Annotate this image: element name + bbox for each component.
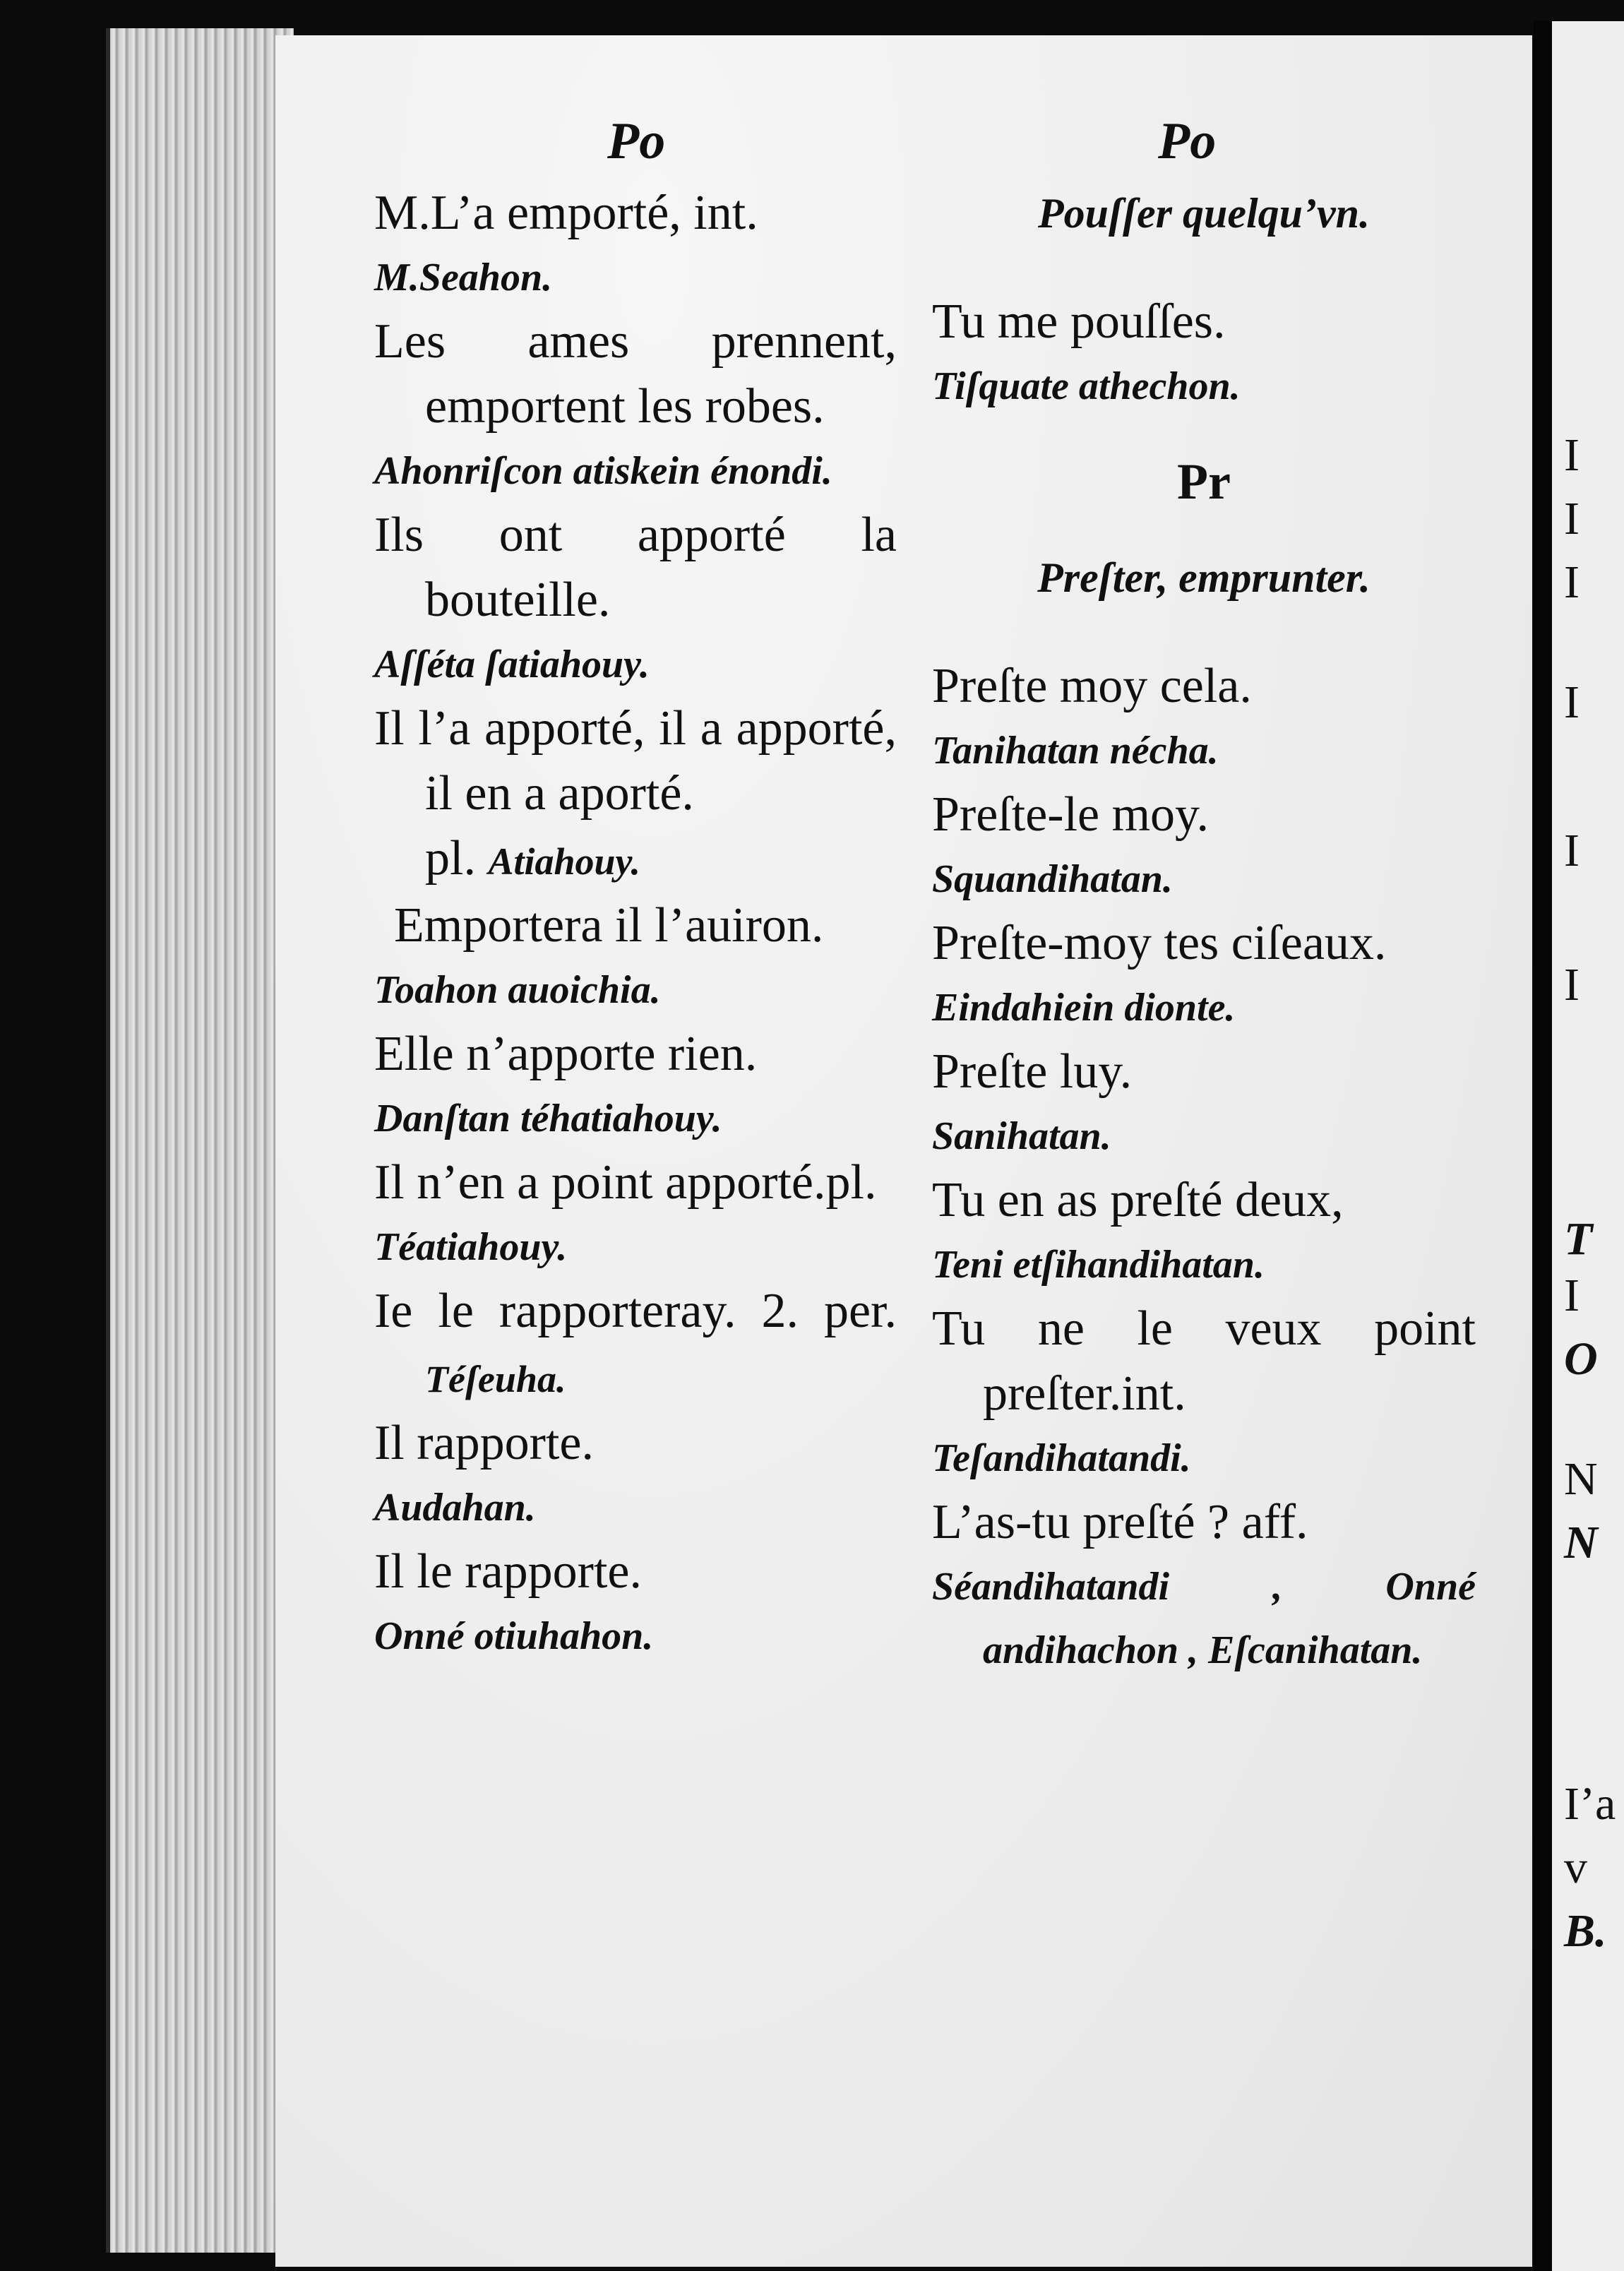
entry-wyandot: Eindahiein dionte. [932,986,1236,1030]
entry-wyandot-inline: Atiahouy. [488,840,641,883]
entry-wyandot: Aſſéta ſatiahouy. [374,643,650,686]
edge-fragment: O [1564,1333,1598,1385]
edge-fragment: B. [1564,1905,1607,1957]
running-head-left: Po [607,112,666,170]
entry-french-text: pl. [425,831,476,886]
entry-wyandot: M.Seahon. [374,256,553,299]
entry-wyandot: Téatiahouy. [374,1225,568,1269]
entry-heading: Pouſſer quelqu’vn. [1038,190,1370,237]
running-head-right: Po [1158,112,1217,170]
entry-heading: Preſter, emprunter. [1037,554,1371,601]
entry-wyandot: Danſtan téhatiahouy. [374,1097,722,1140]
right-column [932,106,1476,1682]
edge-fragment: N [1564,1517,1598,1568]
entry-wyandot: Toahon auoichia. [374,968,661,1012]
entry-french: Emportera il l’auiron. [394,898,824,953]
edge-fragment: I [1564,493,1580,544]
entry-french: Elle n’apporte rien. [374,1027,758,1081]
spacer [932,246,1476,290]
section-letter: Pr [1177,453,1231,510]
entry-wyandot: Sanihatan. [932,1114,1111,1158]
spacer [932,610,1476,654]
entry-french: Preſte-le moy. [932,787,1210,842]
entry-french: Tu en as preſté deux, [932,1173,1344,1227]
entry-french: L’as-tu preſté ? aff. [932,1495,1308,1549]
entry-french: Tu me pouſſes. [932,294,1226,349]
edge-fragment: v [1564,1842,1587,1893]
entry-french: Preſte-moy tes ciſeaux. [932,916,1387,970]
entry-wyandot: Onné otiuhahon. [374,1614,654,1658]
left-column [374,106,897,1668]
entry-french: Il n’en a point apporté.pl. [374,1155,877,1210]
entry-french: Il rapporte. [374,1416,594,1470]
edge-fragment: I [1564,1270,1580,1321]
edge-fragment: I [1564,676,1580,728]
gutter [1534,21,1552,2271]
entry-wyandot: Tanihatan nécha. [932,729,1219,773]
edge-fragment: I [1564,556,1580,608]
entry-wyandot: Teſandihatandi. [932,1436,1191,1480]
entry-french [374,696,897,893]
entry-french: Preſte luy. [932,1044,1133,1099]
entry-french: M.L’a emporté, int. [374,186,758,240]
edge-fragment: I [1564,959,1580,1011]
edge-fragment: I [1564,429,1580,481]
entry-wyandot: Tiſquate athechon. [932,364,1241,408]
entry-french-text: Ie le rapporteray. 2. per. [374,1284,897,1338]
entry-wyandot: Squandihatan. [932,857,1173,901]
entry-french: Ils ont apporté la bouteille. [374,508,897,627]
entry-french: Preſte moy cela. [932,659,1252,713]
entry-french: Tu ne le veux point preſter.int. [932,1301,1476,1421]
entry-french [374,1279,897,1411]
entry-french: Les ames prennent, emportent les robes. [374,314,897,434]
edge-fragment: I [1564,825,1580,876]
entry-wyandot: Séandihatandi , Onné andihachon , Eſcanihatan. [932,1565,1476,1672]
edge-fragment: T [1564,1213,1593,1265]
entry-wyandot: Teni etſihandihatan. [932,1243,1265,1287]
page-edges [106,28,294,2253]
entry-wyandot-inline: Téſeuha. [425,1358,566,1400]
edge-fragment: N [1564,1453,1598,1505]
entry-wyandot: Ahonriſcon atiskein énondi. [374,449,832,493]
edge-fragment: I’a [1564,1778,1616,1830]
entry-french: Il le rapporte. [374,1544,642,1599]
entry-french-text: Il l’a apporté, il a apporté, il en a aporté. [374,701,897,821]
entry-wyandot: Audahan. [374,1486,536,1530]
